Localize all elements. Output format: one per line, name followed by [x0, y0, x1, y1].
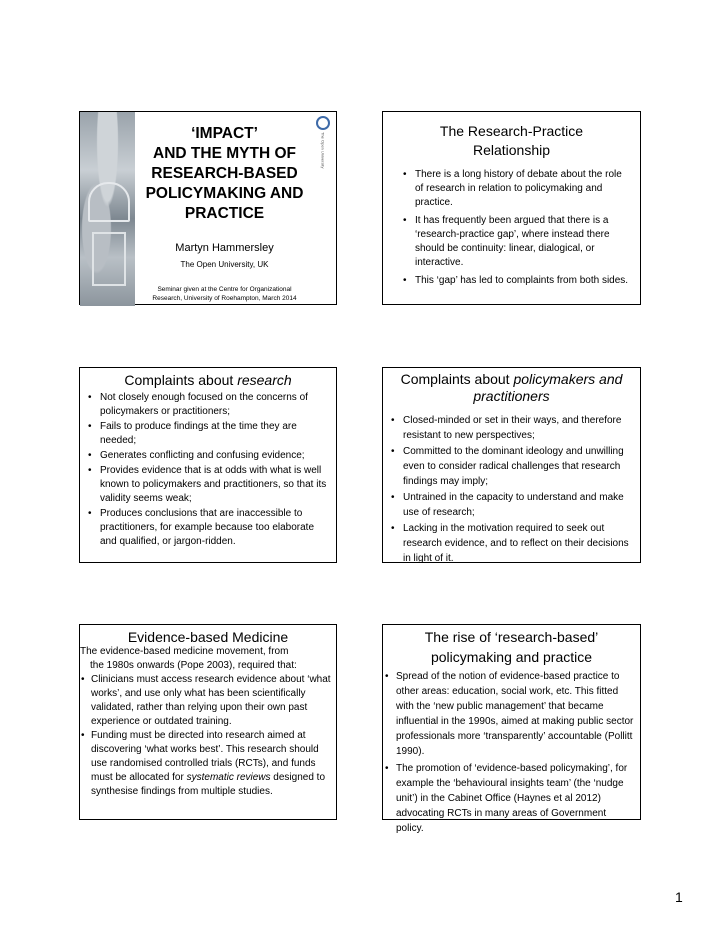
- slide-evidence-based-medicine: [79, 624, 337, 820]
- bullet-list: [80, 391, 336, 549]
- title-plain: Complaints about: [124, 372, 238, 388]
- title-line: POLICYMAKING AND: [145, 185, 304, 202]
- slide-research-practice: [382, 111, 641, 305]
- list-item: • Untrained in the capacity to understand and make use of research;: [389, 490, 634, 520]
- bullet-list: [383, 669, 640, 836]
- intro-line: the 1980s onwards (Pope 2003), required that:: [90, 660, 297, 671]
- window-arch: [88, 182, 130, 222]
- slide-complaints-research: [79, 367, 337, 563]
- text-italic: systematic reviews: [186, 772, 271, 783]
- title-italic: policymakers and: [513, 371, 623, 387]
- institution: The Open University, UK: [180, 260, 269, 269]
- slide-title: [383, 371, 640, 405]
- bullet-list: [80, 673, 336, 799]
- list-item: • Not closely enough focused on the concerns of policymakers or practitioners;: [86, 391, 328, 419]
- list-item: • The promotion of ‘evidence-based policymaking’, for example the ‘behavioural insights team’ (the ‘nudge unit’) in the Cabinet Office (Haynes et al 2012) advocating RCTs in many areas of Government policy.: [383, 761, 636, 836]
- title-line: PRACTICE: [184, 205, 265, 222]
- logo-text: The Open University: [320, 132, 326, 169]
- slide-complaints-policymakers: [382, 367, 641, 563]
- slide-title: [383, 627, 640, 667]
- list-item: • Committed to the dominant ideology and unwilling even to consider radical challenges that research findings may imply;: [389, 444, 634, 489]
- author-name: Martyn Hammersley: [175, 242, 274, 254]
- bullet-list: [383, 168, 640, 288]
- title-line: ‘IMPACT’: [191, 125, 258, 142]
- slide-title: Evidence-based Medicine: [127, 629, 289, 645]
- seminar-line: Seminar given at the Centre for Organizational: [157, 286, 292, 293]
- window-rect: [92, 232, 126, 286]
- list-item: • It has frequently been argued that there is a ‘research-practice gap’, where instead there should be continuity: linear, dialogical, or interactive.: [401, 214, 630, 270]
- title-line: Relationship: [472, 142, 551, 158]
- list-item: • Fails to produce findings at the time they are needed;: [86, 420, 328, 448]
- list-item: • Generates conflicting and confusing evidence;: [86, 449, 328, 463]
- list-item: • Closed-minded or set in their ways, and therefore resistant to new perspectives;: [389, 413, 634, 443]
- open-university-logo: [314, 116, 332, 169]
- title-line: The Research-Practice: [439, 123, 584, 139]
- list-item: • There is a long history of debate about the role of research in relation to policymaking and practice.: [401, 168, 630, 210]
- list-item: [80, 729, 332, 799]
- list-item: • Spread of the notion of evidence-based practice to other areas: education, social work, etc. This fitted with the ‘new public management’ that became influential in the 1990s, aimed at making public sector professionals more ‘transparently’ accountable (Pollitt 1990).: [383, 669, 636, 759]
- title-line: policymaking and practice: [430, 649, 593, 665]
- bullet-list: [383, 413, 640, 566]
- text-run: Funding must be directed into research aimed at discovering ‘what works best’. This research should use randomised controlled trials (RCTs), and funds must be allocated for: [91, 730, 319, 783]
- list-item: • Provides evidence that is at odds with what is well known to policymakers and practitioners, so that its validity seems weak;: [86, 464, 328, 506]
- intro-line: The evidence-based medicine movement, from: [80, 646, 289, 657]
- list-item: • Lacking in the motivation required to seek out research evidence, and to reflect on their decisions in light of it.: [389, 521, 634, 566]
- text-run: designed to synthesise findings from multiple studies.: [91, 772, 326, 797]
- title-line: AND THE MYTH OF: [153, 145, 296, 162]
- title-italic: practitioners: [473, 388, 550, 404]
- list-item: • This ‘gap’ has led to complaints from both sides.: [401, 274, 630, 288]
- slide-title: [80, 372, 336, 388]
- slide-title: [383, 122, 640, 160]
- title-line: The rise of ‘research-based’: [424, 629, 599, 645]
- list-item: • Produces conclusions that are inaccessible to practitioners, for example because too elaborate and qualified, or jargon-ridden.: [86, 507, 328, 549]
- title-line: RESEARCH-BASED: [151, 165, 298, 182]
- seminar-note: [135, 285, 314, 303]
- building-photo: [80, 112, 135, 306]
- seminar-line: Research, University of Roehampton, March 2014: [152, 295, 297, 302]
- intro-text: [80, 645, 336, 673]
- logo-shield-icon: [316, 116, 330, 130]
- page-number: 1: [675, 889, 683, 905]
- title-italic: research: [237, 372, 292, 388]
- presentation-title: [135, 124, 314, 224]
- slide-title: [79, 111, 337, 305]
- list-item: • Clinicians must access research evidence about ‘what works’, and use only what has been scientifically validated, rather than relying upon their own past experience or outdated training.: [80, 673, 332, 729]
- title-plain: Complaints about: [400, 371, 514, 387]
- slide-rise-research-based: [382, 624, 641, 834]
